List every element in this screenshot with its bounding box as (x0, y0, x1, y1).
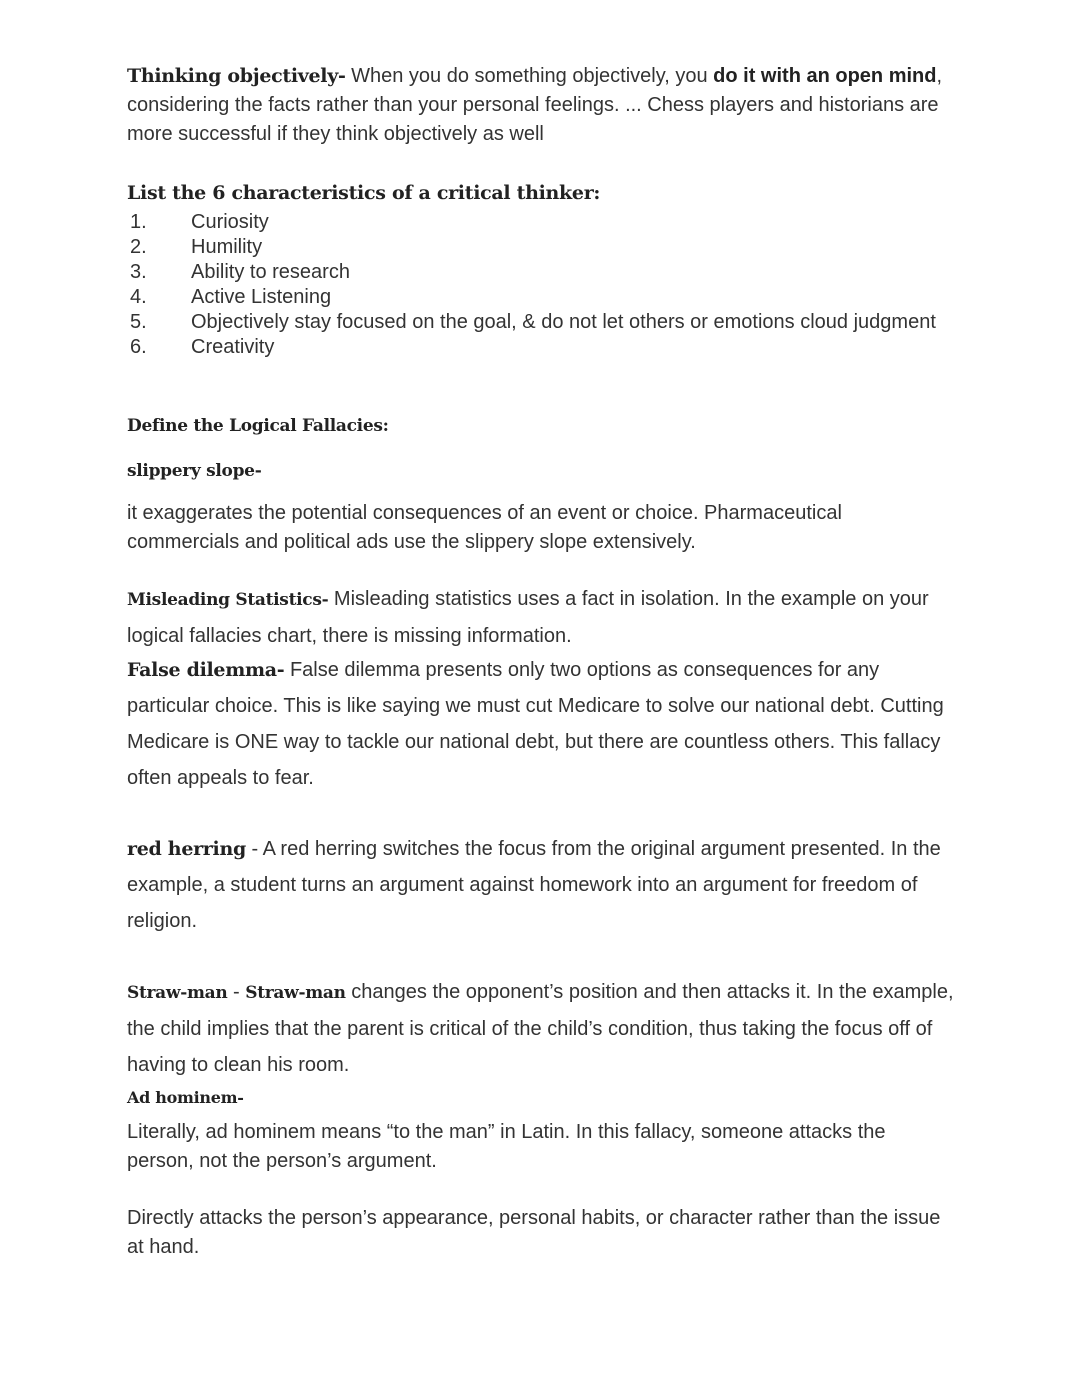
thinking-objectively-paragraph (127, 62, 957, 149)
list-item-number: 4. (130, 286, 147, 308)
straw-man-term: Straw-man (127, 983, 228, 1003)
misleading-statistics-term: Misleading Statistics- (127, 590, 329, 610)
list-item-number: 6. (130, 336, 147, 358)
straw-man-term-repeat: Straw-man (245, 983, 346, 1003)
list-item (127, 310, 957, 335)
false-dilemma-paragraph (127, 652, 957, 796)
red-herring-definition: - A red herring switches the focus from the original argument presented. In the example, a student turns an argument against homework into an argument for freedom of religion. (127, 838, 941, 932)
list-item-text: Ability to research (191, 261, 350, 283)
false-dilemma-term: False dilemma- (127, 659, 285, 681)
misleading-statistics-definition: Misleading statistics uses a fact in isolation. In the example on your logical fallacies chart, there is missing information. (127, 588, 929, 647)
ad-hominem-term: Ad hominem- (127, 1088, 244, 1107)
slippery-slope-definition: it exaggerates the potential consequences of an event or choice. Pharmaceutical commercials and political ads use the slippery slope extensively. (127, 502, 842, 553)
list-item-number: 5. (130, 311, 147, 333)
list-item (127, 260, 957, 285)
list-item (127, 235, 957, 260)
ad-hominem-extra: Directly attacks the person’s appearance, personal habits, or character rather than the issue at hand. (127, 1207, 941, 1258)
list-item-text: Active Listening (191, 286, 332, 308)
list-item-number: 2. (130, 236, 147, 258)
straw-man-separator: - (227, 981, 246, 1003)
red-herring-paragraph (127, 831, 957, 939)
false-dilemma-definition: False dilemma presents only two options as consequences for any particular choice. This is like saying we must cut Medicare to solve our national debt. Cutting Medicare is ONE way to tackle our national debt, but there are countless others. This fallacy often appeals to fear. (127, 659, 944, 789)
list-item-text: Objectively stay focused on the goal, & do not let others or emotions cloud judgment (191, 311, 936, 333)
thinking-objectively-text-2: , considering the facts rather than your personal feelings. ... Chess players and historians are more successful if they think objectively as well (127, 65, 943, 145)
thinking-objectively-text-1: When you do something objectively, you (345, 65, 714, 87)
slippery-slope-term: slippery slope- (127, 461, 262, 481)
list-item (127, 285, 957, 310)
ad-hominem-definition: Literally, ad hominem means “to the man” in Latin. In this fallacy, someone attacks the person, not the person’s argument. (127, 1121, 886, 1172)
characteristics-heading: List the 6 characteristics of a critical thinker: (127, 182, 601, 204)
misleading-statistics-paragraph (127, 581, 957, 654)
list-item-number: 1. (130, 211, 147, 233)
list-item-text: Humility (191, 236, 263, 258)
straw-man-definition: changes the opponent’s position and then attacks it. In the example, the child implies that the parent is critical of the child’s condition, thus taking the focus off of having to clean his room. (127, 981, 954, 1076)
list-item-text: Curiosity (191, 211, 269, 233)
straw-man-paragraph (127, 974, 957, 1083)
list-item (127, 210, 957, 235)
characteristics-list (127, 210, 957, 360)
list-item-text: Creativity (191, 336, 275, 358)
thinking-objectively-term: Thinking objectively- (127, 65, 346, 87)
fallacies-heading: Define the Logical Fallacies: (127, 416, 389, 436)
list-item (127, 335, 957, 360)
list-item-number: 3. (130, 261, 147, 283)
thinking-objectively-bold: do it with an open mind (713, 65, 937, 87)
red-herring-term: red herring (127, 838, 246, 860)
